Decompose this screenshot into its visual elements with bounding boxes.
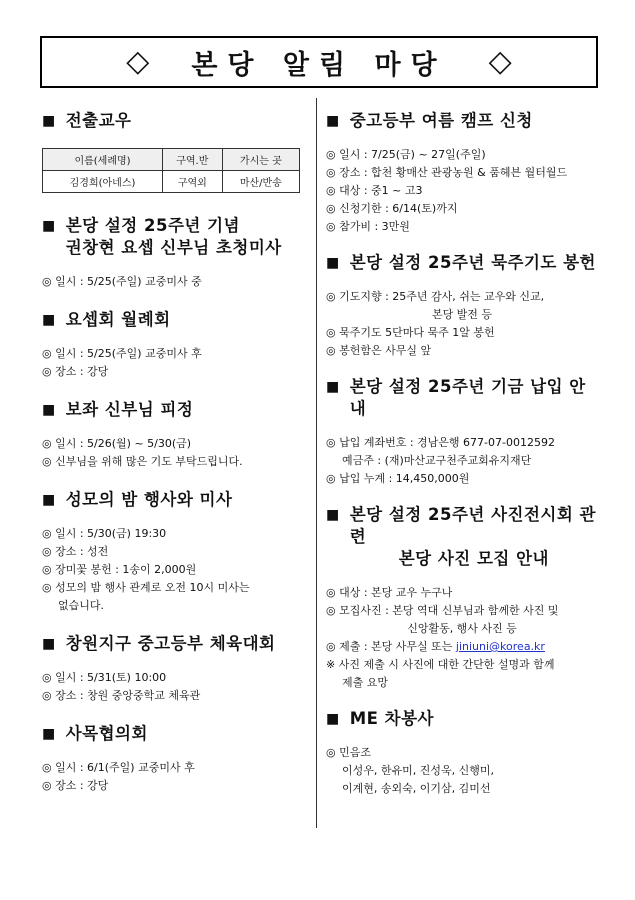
section-anniversary-mass <box>42 215 304 291</box>
diamond-icon: ◇ <box>488 44 512 79</box>
list-item: ◎ 장소 : 합천 황매산 관광농원 & 품헤븐 월터월드 <box>326 166 568 179</box>
table-cell: 마산/반송 <box>222 171 299 193</box>
list-item: ◎ 일시 : 5/26(월) ~ 5/30(금) <box>42 437 192 450</box>
square-bullet-icon: ■ <box>42 492 56 508</box>
section-photo <box>326 504 598 692</box>
section-heading: 본당 설정 25주년 기념 <box>65 216 240 235</box>
list-item: ◎ 일시 : 6/1(주일) 교중미사 후 <box>42 761 195 774</box>
section-heading: 권창현 요셉 신부님 초청미사 <box>65 238 282 257</box>
list-item: ◎ 신부님을 위해 많은 기도 부탁드립니다. <box>42 455 243 468</box>
section-sports <box>42 633 304 705</box>
transfer-table <box>42 148 300 193</box>
diamond-icon: ◇ <box>126 44 150 79</box>
section-priest-retreat <box>42 399 304 471</box>
column-header: 가시는 곳 <box>222 149 299 171</box>
section-heading: 본당 설정 25주년 사진전시회 관련 <box>349 505 596 546</box>
list-item: ◎ 신청기한 : 6/14(토)까지 <box>326 202 458 215</box>
list-item: ◎ 납입 누계 : 14,450,000원 <box>326 472 470 485</box>
list-item: ※ 사진 제출 시 사진에 대한 간단한 설명과 함께 <box>326 658 555 671</box>
square-bullet-icon: ■ <box>326 711 340 727</box>
section-legion <box>42 309 304 381</box>
list-item-continuation: 없습니다. <box>58 599 105 612</box>
square-bullet-icon: ■ <box>42 726 56 742</box>
column-header: 이름(세례명) <box>43 149 163 171</box>
square-bullet-icon: ■ <box>42 636 56 652</box>
column-divider <box>316 98 317 828</box>
list-item: ◎ 일시 : 5/30(금) 19:30 <box>42 527 167 540</box>
list-item: ◎ 묵주기도 5단마다 묵주 1알 봉헌 <box>326 326 495 339</box>
section-heading: 요셉회 월례회 <box>65 310 171 329</box>
list-item-continuation: 신앙활동, 행사 사진 등 <box>407 622 517 635</box>
list-item-continuation: 제출 요망 <box>342 676 389 689</box>
list-item: ◎ 일시 : 5/25(주일) 교중미사 중 <box>42 275 202 288</box>
section-fund <box>326 376 598 488</box>
list-item: ◎ 대상 : 중1 ~ 고3 <box>326 184 423 197</box>
page-title-box <box>40 36 598 88</box>
square-bullet-icon: ■ <box>326 113 340 129</box>
list-item: ◎ 일시 : 5/31(토) 10:00 <box>42 671 167 684</box>
section-transfer <box>42 110 304 193</box>
list-item: ◎ 납입 계좌번호 : 경남은행 677-07-0012592 <box>326 436 555 449</box>
section-heading: 창원지구 중고등부 체육대회 <box>65 634 276 653</box>
section-heading: 사목협의회 <box>65 724 148 743</box>
submit-label: ◎ 제출 : 본당 사무실 또는 <box>326 640 456 653</box>
list-item: ◎ 민음조 <box>326 746 371 759</box>
list-item: ◎ 일시 : 7/25(금) ~ 27일(주일) <box>326 148 486 161</box>
section-heading: 중고등부 여름 캠프 신청 <box>349 111 533 130</box>
list-item: ◎ 성모의 밤 행사 관계로 오전 10시 미사는 <box>42 581 250 594</box>
list-item: ◎ 모집사진 : 본당 역대 신부님과 함께한 사진 및 <box>326 604 559 617</box>
section-pastoral <box>42 723 304 795</box>
email-link[interactable]: jiniuni@korea.kr <box>455 640 545 653</box>
list-item-continuation: 이성우, 한유미, 진성욱, 신행미, <box>342 764 494 777</box>
right-column <box>326 110 598 798</box>
list-item: ◎ 일시 : 5/25(주일) 교중미사 후 <box>42 347 202 360</box>
table-cell: 구역외 <box>163 171 223 193</box>
list-item: ◎ 장미꽃 봉헌 : 1송이 2,000원 <box>42 563 197 576</box>
section-mary-night <box>42 489 304 615</box>
list-item-continuation: 예금주 : (재)마산교구천주교회유지재단 <box>342 454 532 467</box>
left-column <box>42 110 304 795</box>
square-bullet-icon: ■ <box>326 255 340 271</box>
square-bullet-icon: ■ <box>42 312 56 328</box>
section-heading: 본당 설정 25주년 기금 납입 안내 <box>349 377 586 418</box>
table-header-row <box>43 149 300 171</box>
section-me <box>326 708 598 798</box>
section-heading: 전출교우 <box>65 111 132 130</box>
list-item: ◎ 기도지향 : 25주년 감사, 쉬는 교우와 신교, <box>326 290 545 303</box>
list-item: ◎ 봉헌함은 사무실 앞 <box>326 344 432 357</box>
square-bullet-icon: ■ <box>326 379 340 395</box>
column-header: 구역.반 <box>163 149 223 171</box>
table-cell: 김경희(아네스) <box>43 171 163 193</box>
list-item: ◎ 장소 : 강당 <box>42 779 109 792</box>
section-heading: 본당 설정 25주년 묵주기도 봉헌 <box>349 253 596 272</box>
list-item-continuation: 이계현, 송외숙, 이기삼, 김미선 <box>342 782 491 795</box>
list-item: ◎ 참가비 : 3만원 <box>326 220 410 233</box>
section-heading: 보좌 신부님 피정 <box>65 400 194 419</box>
square-bullet-icon: ■ <box>42 113 56 129</box>
list-item: ◎ 장소 : 창원 중앙중학교 체육관 <box>42 689 201 702</box>
list-item-continuation: 본당 발전 등 <box>431 308 493 321</box>
section-heading: ME 차봉사 <box>349 709 434 728</box>
list-item: ◎ 장소 : 성전 <box>42 545 109 558</box>
list-item: ◎ 장소 : 강당 <box>42 365 109 378</box>
square-bullet-icon: ■ <box>42 218 56 234</box>
section-heading: 성모의 밤 행사와 미사 <box>65 490 233 509</box>
list-item: ◎ 대상 : 본당 교우 누구나 <box>326 586 453 599</box>
list-item <box>326 638 598 656</box>
section-heading: 본당 사진 모집 안내 <box>398 549 549 568</box>
page-title: 본당 알림 마당 <box>191 49 447 81</box>
table-row <box>43 171 300 193</box>
square-bullet-icon: ■ <box>42 402 56 418</box>
section-rosary <box>326 252 598 360</box>
square-bullet-icon: ■ <box>326 507 340 523</box>
section-camp <box>326 110 598 236</box>
